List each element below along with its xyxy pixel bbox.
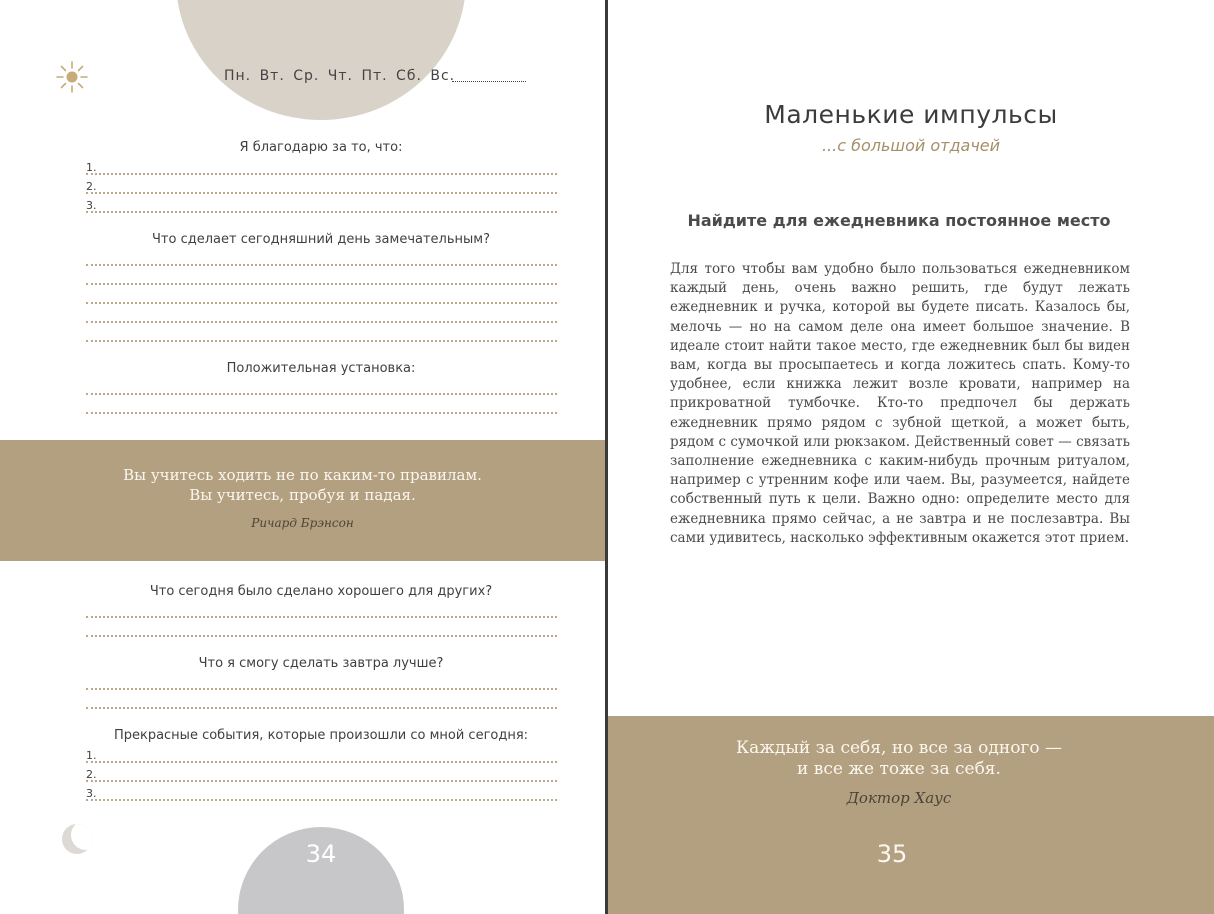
quote-line: Вы учитесь, пробуя и падая. (189, 486, 416, 504)
wonderful-day-prompt: Что сделает сегодняшний день замечательным? (152, 232, 490, 247)
page-title: Маленькие импульсы (764, 100, 1058, 129)
writing-line (86, 616, 557, 618)
page-number: 35 (876, 840, 908, 868)
section-heading: Найдите для ежедневника постоянное место (687, 211, 1111, 230)
gratitude-prompt: Я благодарю за то, что: (239, 140, 403, 155)
events-line (86, 780, 557, 782)
quote-author: Ричард Брэнсон (251, 516, 354, 530)
quote-band (0, 440, 605, 561)
left-page (0, 0, 605, 914)
better-tomorrow-prompt: Что я смогу сделать завтра лучше? (198, 656, 444, 671)
gratitude-line (86, 211, 557, 213)
decorative-top-circle (176, 0, 466, 120)
quote-author: Доктор Хаус (846, 789, 952, 807)
writing-line (86, 393, 557, 395)
events-number: 3. (86, 787, 97, 800)
page-number: 34 (305, 840, 337, 868)
right-page (608, 0, 1214, 914)
events-line (86, 799, 557, 801)
quote-band (608, 716, 1214, 914)
gratitude-line (86, 192, 557, 194)
affirmation-prompt: Положительная установка: (226, 361, 416, 376)
quote-text (0, 465, 605, 505)
events-line (86, 761, 557, 763)
gratitude-line (86, 173, 557, 175)
date-field-line (452, 81, 526, 82)
writing-line (86, 283, 557, 285)
good-for-others-prompt: Что сегодня было сделано хорошего для других? (149, 584, 493, 599)
writing-line (86, 707, 557, 709)
moon-icon (62, 824, 92, 854)
quote-line: Каждый за себя, но все за одного — (736, 738, 1062, 758)
gratitude-number: 2. (86, 180, 97, 193)
writing-line (86, 264, 557, 266)
events-number: 2. (86, 768, 97, 781)
writing-line (86, 340, 557, 342)
quote-text (608, 738, 1190, 780)
events-number: 1. (86, 749, 97, 762)
gratitude-number: 3. (86, 199, 97, 212)
sun-icon (55, 60, 89, 94)
quote-line: Вы учитесь ходить не по каким-то правилам. (123, 466, 482, 484)
writing-line (86, 412, 557, 414)
writing-line (86, 302, 557, 304)
gratitude-number: 1. (86, 161, 97, 174)
quote-line: и все же тоже за себя. (797, 759, 1001, 779)
weekday-selector: Пн. Вт. Ср. Чт. Пт. Сб. Вс. (224, 68, 456, 84)
writing-line (86, 321, 557, 323)
body-paragraph: Для того чтобы вам удобно было пользоваться ежедневником каждый день, очень важно решить, где будут лежать ежедневник и ручка, которой вы будете писать. Казалось бы, мелочь — но на самом деле она имеет большое значение. В идеале стоит найти такое место, где ежедневник был бы виден вам, когда вы просыпаетесь и когда ложитесь спать. Кому-то удобнее, если книжка лежит возле кровати, например на прикроватной тумбочке. Кто-то предпочел бы держать ежедневник прямо рядом с зубной щеткой, а может быть, рядом с сумочкой или рюкзаком. Действенный совет — связать заполнение ежедневника с каким-нибудь прочным ритуалом, например с утренним кофе или чаем. Вы, разумеется, найдете собственный путь к цели. Важно одно: определите место для ежедневника прямо сейчас, а не завтра и не послезавтра. Вы сами удивитесь, насколько эффективным окажется этот прием. (670, 261, 1130, 546)
beautiful-events-prompt: Прекрасные события, которые произошли со мной сегодня: (113, 728, 529, 743)
writing-line (86, 635, 557, 637)
page-subtitle: ...с большой отдачей (821, 136, 1001, 155)
writing-line (86, 688, 557, 690)
